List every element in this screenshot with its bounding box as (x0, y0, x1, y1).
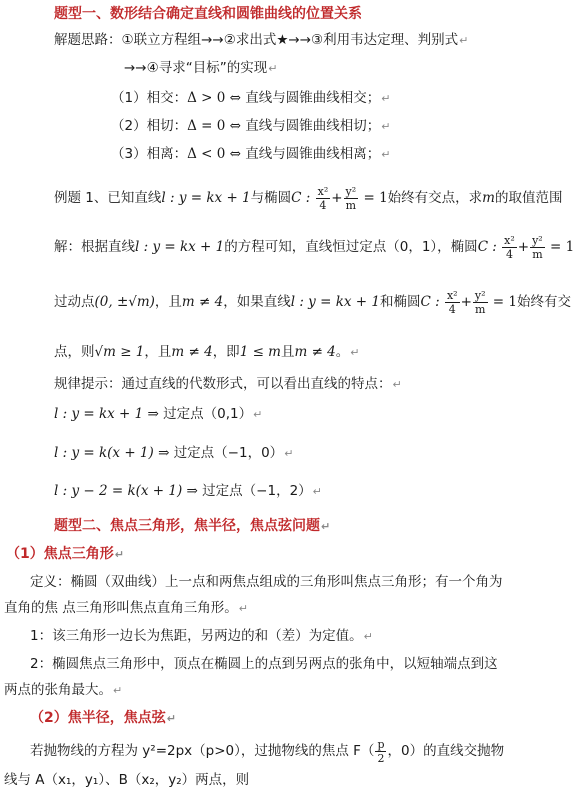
denominator: m (345, 198, 357, 212)
parabola-line2: 线与 A（x₁，y₁）、B（x₂，y₂）两点，则 (4, 772, 250, 788)
equals-one: = 1 (488, 294, 517, 310)
numerator: x² (446, 288, 458, 302)
parabola-text: ，0）的直线交抛物 (387, 743, 505, 759)
case-math: Δ = 0 ⇔ (187, 118, 246, 134)
paragraph-mark: ↵ (381, 148, 391, 161)
inequality: √m ≥ 1 (94, 344, 145, 360)
rule-text: 过定点（−1，2） (202, 483, 312, 499)
case-label: （1）相交： (111, 90, 188, 106)
solution-text: 点，则 (54, 344, 95, 360)
definition-line2 (4, 598, 248, 619)
case-text: 直线与圆锥曲线相切； (245, 118, 381, 134)
paragraph-mark: ↵ (268, 62, 278, 75)
parabola-text: 若抛物线的方程为 y²=2px（p>0），过抛物线的焦点 F（ (30, 743, 375, 759)
rule-item-2 (54, 443, 293, 464)
example-text: 始终有交点，求 (387, 190, 483, 206)
line-equation: l : y = kx + 1 (161, 190, 251, 206)
paragraph-mark: ↵ (238, 602, 249, 615)
rule-text: 过定点（0,1） (163, 406, 253, 422)
case-intersect (111, 88, 390, 109)
paragraph-mark: ↵ (392, 378, 402, 391)
property-1-text: 1：该三角形一边长为焦距，另两边的和（差）为定值。 (30, 628, 363, 644)
paragraph-mark: ↵ (381, 120, 391, 133)
fraction-x2-4 (502, 234, 517, 261)
equals-one: = 1 (545, 239, 574, 255)
paragraph-mark: ↵ (321, 520, 331, 533)
example-text: 例题 1、已知直线 (54, 190, 162, 206)
fraction-y2-m (473, 289, 488, 316)
case-math: Δ < 0 ⇔ (187, 146, 246, 162)
denominator: 2 (377, 751, 385, 765)
numerator: y² (345, 184, 357, 198)
rule-math: l : y − 2 = k(x + 1) ⇒ (54, 483, 203, 499)
equals-one: = 1 (359, 190, 388, 206)
property-2-line2-text: 两点的张角最大。 (4, 682, 112, 698)
section2-sub1 (6, 544, 124, 565)
paragraph-mark: ↵ (363, 630, 373, 643)
paragraph-mark: ↵ (350, 346, 360, 359)
property-1 (30, 626, 373, 647)
section2-sub2 (30, 708, 176, 729)
rule-title (54, 374, 402, 395)
fraction-y2-m (530, 234, 545, 261)
example-text: 与椭圆 (250, 190, 292, 206)
solution-text: 的方程可知，直线恒过定点（0，1），椭圆 (224, 239, 478, 255)
solution-text: ，且 (144, 344, 172, 360)
rule-math: l : y = k(x + 1) ⇒ (54, 445, 174, 461)
solution-line2: 过动点(0, ±√m)，且m ≠ 4，如果直线l : y = kx + 1和椭圆C : $\frac{\text{x²}}{4}$ + $\frac{\text{y²}}{m}$ = 1始终有交 (54, 288, 571, 316)
numerator: x² (504, 233, 515, 247)
example-1: 例题 1、已知直线l : y = kx + 1与椭圆C : $\frac{\text{x²}}{4}$ + $\frac{\text{y²}}{m}$ = 1始终有交点，求m的取值范围 (54, 184, 563, 212)
solution-text: 。 (335, 344, 350, 360)
example-text: 的取值范围 (494, 190, 563, 206)
approach-line2-text: →→④寻求“目标”的实现 (124, 60, 268, 76)
ellipse-label: C : (477, 239, 502, 255)
rule-math: l : y = kx + 1 ⇒ (54, 406, 164, 422)
rule-title-text: 规律提示：通过直线的代数形式，可以看出直线的特点： (54, 376, 392, 392)
section1-title: 题型一、数形结合确定直线和圆锥曲线的位置关系 (54, 6, 362, 22)
solution-text: 且 (280, 344, 295, 360)
ellipse-label: C : (420, 294, 444, 310)
solution-text: 过动点 (54, 294, 95, 310)
case-label: （3）相离： (111, 146, 188, 162)
rule-text: 过定点（−1，0） (173, 445, 284, 461)
case-text: 直线与圆锥曲线相离； (245, 146, 381, 162)
numerator: y² (532, 233, 543, 247)
numerator: p (377, 737, 385, 751)
paragraph-mark: ↵ (381, 92, 391, 105)
paragraph-mark: ↵ (312, 485, 322, 498)
range: 1 ≤ m (239, 344, 281, 360)
solution-text: 始终有交 (516, 294, 571, 310)
fraction-x2-4 (445, 289, 460, 316)
rule-item-3 (54, 481, 322, 502)
case-separate (111, 144, 390, 165)
condition-m: m ≠ 4 (294, 344, 336, 360)
property-2-line1: 2：椭圆焦点三角形中，顶点在椭圆上的点到另两点的张角中，以短轴端点到这 (30, 656, 498, 672)
numerator: x² (317, 184, 329, 198)
approach-line2 (124, 58, 277, 79)
paragraph-mark: ↵ (459, 34, 469, 47)
paragraph-mark: ↵ (253, 408, 263, 421)
definition-line2-text: 直角的焦 点三角形叫焦点直角三角形。 (4, 600, 238, 616)
solution-text: 解：根据直线 (54, 239, 135, 255)
case-math: Δ > 0 ⇔ (187, 90, 246, 106)
paragraph-mark: ↵ (114, 548, 124, 561)
sub2-text: （2）焦半径，焦点弦 (30, 710, 166, 726)
definition-line1: 定义：椭圆（双曲线）上一点和两焦点组成的三角形叫焦点三角形；有一个角为 (30, 574, 503, 590)
solution-text: ，且 (154, 294, 182, 310)
condition-m: m ≠ 4 (171, 344, 213, 360)
fraction-x2-4 (316, 185, 331, 212)
fraction-p-2 (375, 738, 386, 765)
denominator: 4 (448, 302, 456, 316)
paragraph-mark: ↵ (166, 712, 176, 725)
parabola-line1 (30, 734, 504, 768)
solution-text: ，即 (212, 344, 240, 360)
line-equation: l : y = kx + 1 (135, 239, 225, 255)
condition-m: m ≠ 4 (181, 294, 224, 310)
approach-line1 (54, 30, 468, 51)
approach-line1-text: 解题思路：①联立方程组→→②求出式★→→③利用韦达定理、判别式 (54, 32, 459, 48)
section2-title (54, 516, 330, 537)
ellipse-label: C : (291, 190, 315, 206)
moving-point: (0, ±√m) (94, 294, 155, 310)
section2-title-text: 题型二、焦点三角形，焦半径，焦点弦问题 (54, 518, 320, 534)
property-2-line2 (4, 680, 122, 701)
rule-item-1 (54, 404, 262, 425)
solution-text: 和椭圆 (379, 294, 421, 310)
denominator: 4 (505, 247, 513, 261)
denominator: 4 (319, 198, 327, 212)
solution-text: ，如果直线 (223, 294, 291, 310)
case-label: （2）相切： (111, 118, 188, 134)
solution-line3 (54, 342, 360, 363)
sub1-text: （1）焦点三角形 (6, 546, 114, 562)
numerator: y² (474, 288, 486, 302)
variable-m: m (482, 190, 495, 206)
solution-line1: 解：根据直线l : y = kx + 1的方程可知，直线恒过定点（0，1），椭圆C : $\frac{\text{x²}}{4}$ + $\frac{\text{y²}}{m}$ = 1 (54, 233, 574, 261)
case-tangent (111, 116, 390, 137)
fraction-y2-m (344, 185, 359, 212)
line-equation: l : y = kx + 1 (290, 294, 380, 310)
case-text: 直线与圆锥曲线相交； (245, 90, 381, 106)
denominator: m (532, 247, 543, 261)
denominator: m (474, 302, 486, 316)
paragraph-mark: ↵ (113, 684, 123, 697)
paragraph-mark: ↵ (284, 447, 294, 460)
